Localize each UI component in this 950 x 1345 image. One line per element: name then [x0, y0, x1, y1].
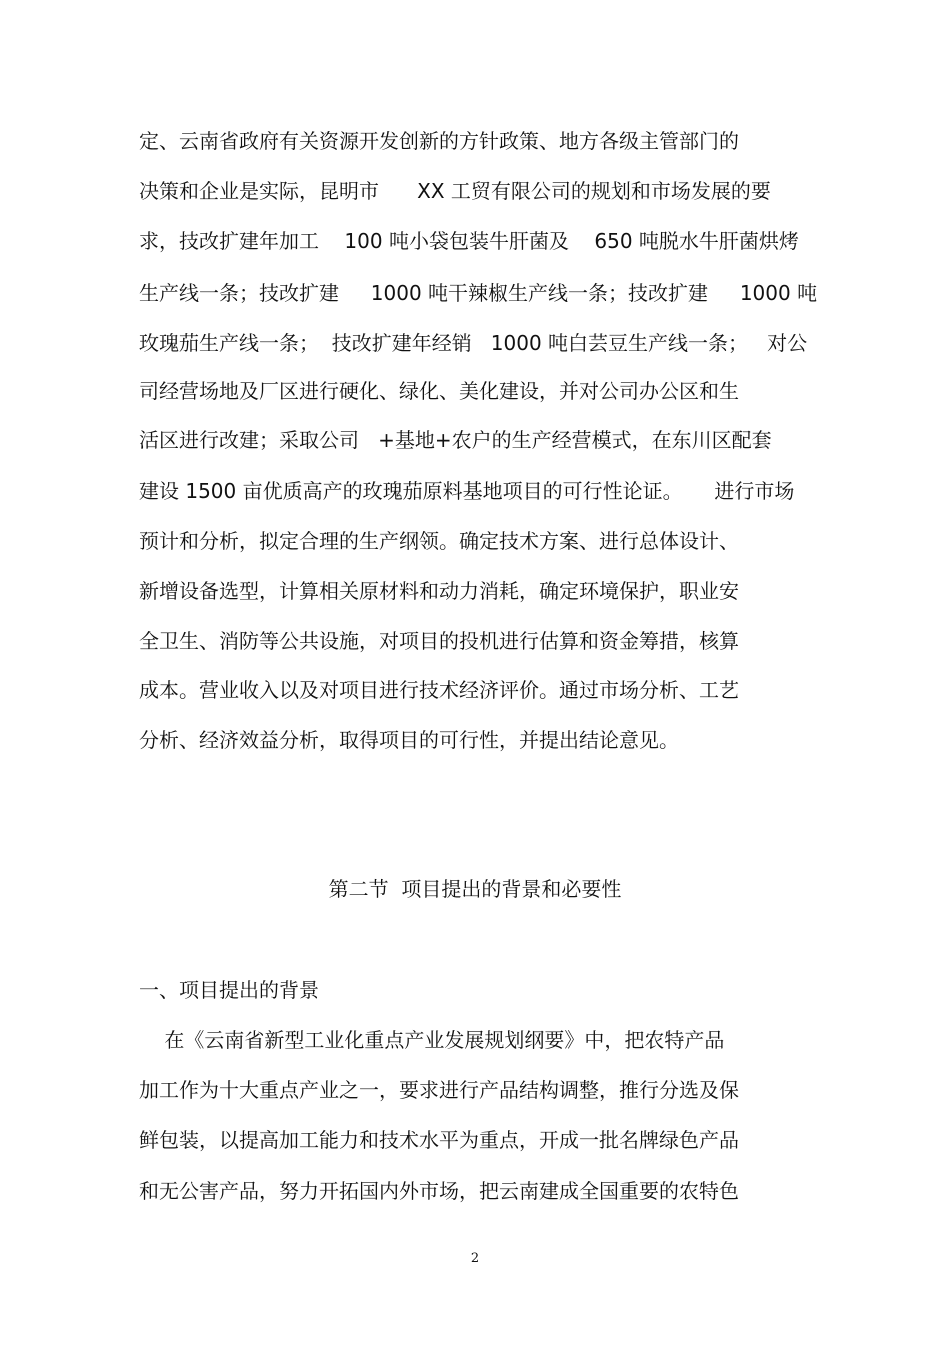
text-line: 定、云南省政府有关资源开发创新的方针政策、地方各级主管部门的	[139, 129, 739, 153]
text-line: 分析、经济效益分析，取得项目的可行性，并提出结论意见。	[139, 728, 679, 752]
text-line: 成本。营业收入以及对项目进行技术经济评价。通过市场分析、工艺	[139, 678, 739, 702]
text-line: 生产线一条；技改扩建 1000 吨干辣椒生产线一条；技改扩建 1000 吨	[139, 281, 818, 305]
text-line: 建设 1500 亩优质高产的玫瑰茄原料基地项目的可行性论证。 进行市场	[139, 479, 795, 503]
section-title: 第二节 项目提出的背景和必要性	[328, 877, 622, 901]
text-line: 玫瑰茄生产线一条； 技改扩建年经销 1000 吨白芸豆生产线一条； 对公	[139, 331, 808, 355]
text-line: 活区进行改建；采取公司 +基地+农户的生产经营模式，在东川区配套	[139, 428, 772, 452]
text-line: 预计和分析，拟定合理的生产纲领。确定技术方案、进行总体设计、	[139, 529, 739, 553]
text-line: 司经营场地及厂区进行硬化、绿化、美化建设，并对公司办公区和生	[139, 379, 739, 403]
text-line: 加工作为十大重点产业之一，要求进行产品结构调整，推行分选及保	[139, 1078, 739, 1102]
text-line: 决策和企业是实际，昆明市 XX 工贸有限公司的规划和市场发展的要	[139, 179, 771, 203]
text-line: 新增设备选型，计算相关原材料和动力消耗，确定环境保护，职业安	[139, 579, 739, 603]
subsection-title: 一、项目提出的背景	[139, 978, 319, 1002]
text-line: 鲜包装，以提高加工能力和技术水平为重点，开成一批名牌绿色产品	[139, 1128, 739, 1152]
text-line: 和无公害产品，努力开拓国内外市场，把云南建成全国重要的农特色	[139, 1179, 739, 1203]
text-line: 在《云南省新型工业化重点产业发展规划纲要》中，把农特产品	[139, 1028, 725, 1052]
page-number: 2	[470, 1251, 480, 1266]
text-line: 求，技改扩建年加工 100 吨小袋包装牛肝菌及 650 吨脱水牛肝菌烘烤	[139, 229, 799, 253]
text-line: 全卫生、消防等公共设施，对项目的投机进行估算和资金筹措，核算	[139, 629, 739, 653]
